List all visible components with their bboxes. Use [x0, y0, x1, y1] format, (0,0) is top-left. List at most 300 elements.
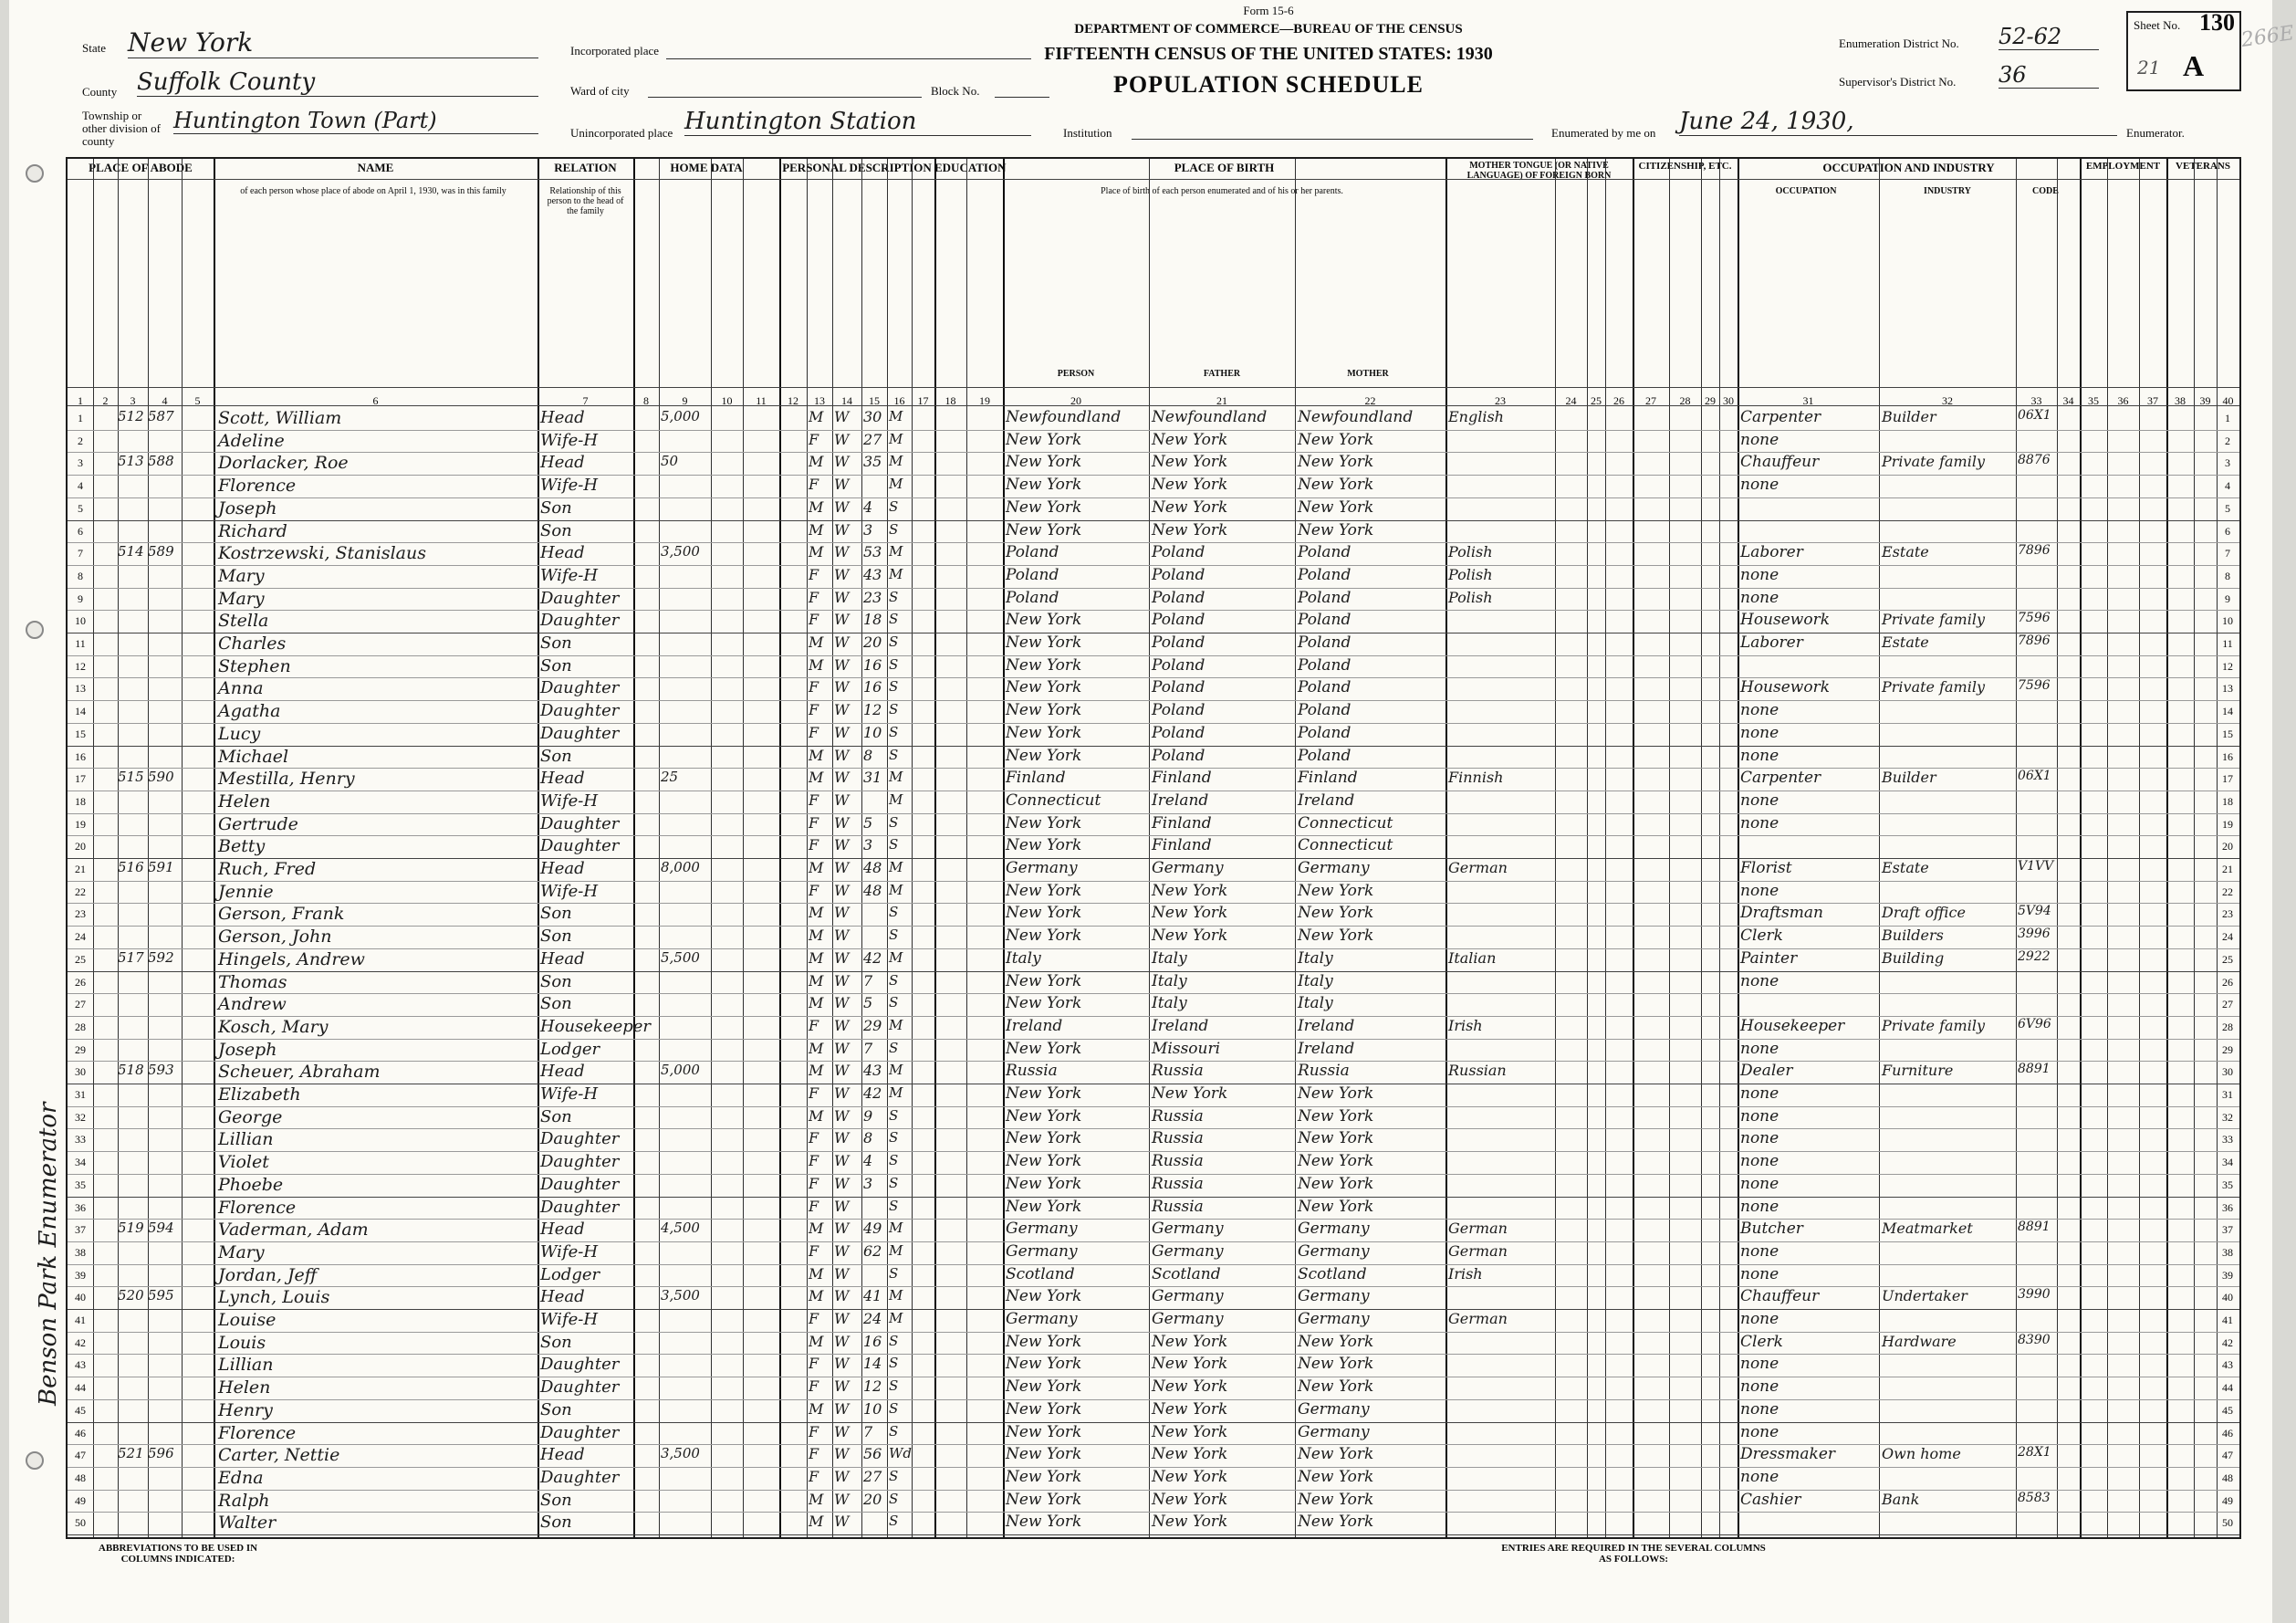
row-number-right: 36 — [2222, 1200, 2233, 1214]
state-value: New York — [128, 27, 538, 58]
row-number-right: 6 — [2225, 524, 2230, 538]
age: 3 — [863, 1174, 873, 1192]
row-number-right: 1 — [2225, 412, 2230, 424]
person-name: Violet — [218, 1152, 269, 1173]
sex: M — [809, 1490, 824, 1508]
row-number-right: 49 — [2222, 1493, 2233, 1507]
marital-status: M — [889, 1016, 903, 1033]
person-name: Agatha — [218, 701, 281, 722]
birthplace-person: New York — [1006, 904, 1082, 923]
column-rule — [1555, 159, 1556, 1537]
person-name: Mestilla, Henry — [218, 769, 355, 790]
age: 29 — [863, 1016, 882, 1034]
marital-status: S — [889, 520, 899, 538]
row-number-right: 34 — [2222, 1156, 2233, 1169]
column-rule — [148, 159, 149, 1537]
row-number-right: 32 — [2222, 1110, 2233, 1124]
marital-status: M — [889, 565, 903, 582]
occupation: none — [1740, 565, 1779, 584]
column-rule — [537, 159, 539, 1537]
birthplace-father: Scotland — [1152, 1264, 1221, 1283]
relation: Daughter — [540, 1467, 620, 1487]
birthplace-father: New York — [1152, 520, 1228, 539]
race: W — [834, 476, 850, 494]
birthplace-mother: Italy — [1298, 948, 1333, 968]
age: 20 — [863, 1490, 882, 1508]
mother-tongue: Russian — [1448, 1062, 1507, 1080]
race: W — [834, 1445, 850, 1463]
occupation-code: 7896 — [2018, 633, 2051, 648]
person-name: Betty — [218, 836, 266, 857]
column-number: 35 — [2088, 394, 2099, 407]
sex: M — [809, 497, 824, 516]
birthplace-mother: Germany — [1298, 1241, 1370, 1261]
birthplace-person: Scotland — [1006, 1264, 1075, 1283]
birthplace-mother: Poland — [1298, 611, 1352, 630]
person-name: Ruch, Fred — [218, 859, 317, 879]
column-number: 15 — [869, 394, 880, 407]
marital-status: M — [889, 1310, 903, 1326]
row-number-right: 15 — [2222, 727, 2233, 740]
ed-value: 52-62 — [1999, 24, 2099, 50]
occupation: Housework — [1740, 611, 1831, 630]
marital-status: S — [889, 994, 899, 1011]
sex: M — [809, 408, 824, 425]
person-name: Andrew — [218, 994, 287, 1015]
race: W — [834, 1422, 850, 1440]
age: 12 — [863, 701, 882, 719]
row-number-right: 8 — [2225, 569, 2230, 582]
relation: Son — [540, 1106, 572, 1126]
column-rule — [214, 159, 215, 1537]
occupation: none — [1740, 1355, 1779, 1374]
person-name: Richard — [218, 520, 287, 541]
industry: Builder — [1882, 769, 1936, 787]
row-number-right: 31 — [2222, 1088, 2233, 1101]
relation: Son — [540, 971, 572, 991]
mother-tongue: Polish — [1448, 543, 1493, 561]
mother-tongue: Italian — [1448, 948, 1497, 967]
person-name: Gerson, John — [218, 927, 332, 948]
age: 42 — [863, 948, 882, 967]
sheet-number: 130 — [2199, 9, 2235, 36]
relation: Daughter — [540, 1174, 620, 1194]
column-number: 36 — [2117, 394, 2129, 407]
race: W — [834, 543, 850, 561]
sex: M — [809, 746, 824, 764]
birthplace-mother: Poland — [1298, 655, 1352, 675]
ward-line — [648, 82, 922, 98]
race: W — [834, 1152, 850, 1170]
age: 16 — [863, 655, 882, 674]
occupation: none — [1740, 1422, 1779, 1441]
race: W — [834, 1241, 850, 1260]
column-rule — [633, 159, 635, 1537]
column-number: 5 — [194, 394, 201, 407]
birthplace-father: New York — [1152, 904, 1228, 923]
birthplace-mother: New York — [1298, 1467, 1374, 1486]
sex: M — [809, 453, 824, 471]
sex: M — [809, 1332, 824, 1350]
birthplace-mother: New York — [1298, 1152, 1374, 1171]
race: W — [834, 1264, 850, 1283]
marital-status: M — [889, 1287, 903, 1304]
birthplace-mother: Connecticut — [1298, 813, 1393, 832]
relation: Daughter — [540, 678, 620, 698]
column-rule — [861, 159, 862, 1537]
row-number: 25 — [75, 952, 86, 966]
birth-col-text: Place of birth of each person enumerated and of his or her parents. — [1101, 186, 1343, 196]
person-name: Mary — [218, 1241, 265, 1262]
race: W — [834, 588, 850, 606]
relation: Son — [540, 1399, 572, 1419]
relation: Wife-H — [540, 881, 599, 901]
mother-tongue: German — [1448, 1220, 1508, 1238]
row-number-right: 27 — [2222, 998, 2233, 1011]
group-citizen: CITIZENSHIP, ETC. — [1638, 161, 1732, 172]
occupation-code: 7596 — [2018, 611, 2051, 626]
form-number: Form 15-6 — [1243, 4, 1294, 17]
occupation-code: 6V96 — [2018, 1016, 2051, 1031]
age: 48 — [863, 881, 882, 899]
column-number: 28 — [1679, 394, 1691, 407]
occupation-code: 8891 — [2018, 1062, 2051, 1077]
column-number: 21 — [1216, 394, 1227, 407]
occupation: none — [1740, 701, 1779, 720]
occupation-code: 8390 — [2018, 1332, 2051, 1347]
relation: Wife-H — [540, 1084, 599, 1104]
sex: F — [809, 1445, 819, 1463]
sex: M — [809, 1513, 824, 1531]
column-rule — [2057, 159, 2058, 1537]
abbreviations-title: ABBREVIATIONS TO BE USED IN COLUMNS INDICATED: — [98, 1543, 258, 1565]
sex: M — [809, 655, 824, 674]
column-rule — [1719, 159, 1720, 1537]
family-number: 596 — [148, 1445, 174, 1462]
age: 42 — [863, 1084, 882, 1102]
row-number-right: 23 — [2222, 907, 2233, 921]
column-number: 3 — [130, 394, 136, 407]
mother-tongue: Polish — [1448, 565, 1493, 583]
row-number: 4 — [78, 479, 83, 493]
industry: Estate — [1882, 859, 1929, 876]
relation: Head — [540, 408, 585, 427]
occupation: none — [1740, 1039, 1779, 1058]
marital-status: M — [889, 881, 903, 898]
age: 4 — [863, 497, 873, 516]
column-rule — [2016, 159, 2017, 1537]
relation: Lodger — [540, 1039, 600, 1059]
dwelling-number: 520 — [118, 1287, 144, 1304]
group-employment: EMPLOYMENT — [2085, 161, 2161, 172]
occupation: Butcher — [1740, 1220, 1803, 1239]
birthplace-father: Poland — [1152, 588, 1205, 607]
marital-status: S — [889, 611, 899, 628]
birthplace-father: Poland — [1152, 678, 1205, 697]
row-number-right: 4 — [2225, 479, 2230, 493]
birthplace-person: New York — [1006, 927, 1082, 946]
age: 43 — [863, 1062, 882, 1080]
row-number: 16 — [75, 749, 86, 763]
age: 24 — [863, 1310, 882, 1327]
birthplace-father: New York — [1152, 1399, 1228, 1419]
sex: M — [809, 948, 824, 967]
row-number-right: 22 — [2222, 885, 2233, 898]
occupation: Clerk — [1740, 1332, 1783, 1351]
person-name: Phoebe — [218, 1174, 284, 1195]
column-rule — [1669, 159, 1670, 1537]
race: W — [834, 994, 850, 1012]
column-number: 39 — [2199, 394, 2211, 407]
column-rule — [2194, 159, 2195, 1537]
relation: Son — [540, 1332, 572, 1352]
relation: Daughter — [540, 611, 620, 631]
birthplace-person: New York — [1006, 994, 1082, 1013]
race: W — [834, 1039, 850, 1057]
unincorporated-label: Unincorporated place — [570, 126, 673, 140]
relation: Son — [540, 1490, 572, 1510]
birthplace-mother: Germany — [1298, 1399, 1370, 1419]
birthplace-person: New York — [1006, 611, 1082, 630]
enumerated-label: Enumerated by me on — [1551, 126, 1656, 140]
person-name: Helen — [218, 1377, 271, 1398]
marital-status: S — [889, 1355, 899, 1372]
marital-status: S — [889, 497, 899, 515]
person-name: Helen — [218, 791, 271, 812]
column-number: 37 — [2147, 394, 2158, 407]
row-number-right: 24 — [2222, 930, 2233, 944]
birthplace-father: New York — [1152, 476, 1228, 495]
birthplace-father: Poland — [1152, 611, 1205, 630]
group-relation: RELATION — [554, 161, 617, 174]
birthplace-person: Poland — [1006, 588, 1059, 607]
relation: Wife-H — [540, 565, 599, 585]
marital-status: S — [889, 678, 899, 696]
occupation-code: 28X1 — [2018, 1445, 2051, 1461]
person-name: Thomas — [218, 971, 287, 992]
occupation: Draftsman — [1740, 904, 1823, 923]
race: W — [834, 948, 850, 967]
column-rule — [118, 159, 119, 1537]
row-number: 34 — [75, 1156, 86, 1169]
birthplace-person: Italy — [1006, 948, 1041, 968]
column-rule — [2080, 159, 2082, 1537]
sex: M — [809, 971, 824, 990]
row-number-right: 41 — [2222, 1314, 2233, 1326]
row-number: 23 — [75, 907, 86, 921]
relation: Daughter — [540, 1355, 620, 1375]
sex: F — [809, 1377, 819, 1396]
row-number: 13 — [75, 682, 86, 696]
birthplace-person: New York — [1006, 1129, 1082, 1148]
county-label: County — [82, 85, 118, 99]
person-name: Gerson, Frank — [218, 904, 345, 925]
relation: Wife-H — [540, 1241, 599, 1262]
race: W — [834, 678, 850, 696]
family-number: 588 — [148, 453, 174, 470]
birthplace-person: New York — [1006, 1513, 1082, 1532]
marital-status: M — [889, 948, 903, 966]
row-number: 5 — [78, 501, 83, 515]
birthplace-person: Germany — [1006, 1241, 1078, 1261]
occupation: Florist — [1740, 859, 1792, 877]
marital-status: S — [889, 904, 899, 921]
row-number-right: 45 — [2222, 1403, 2233, 1417]
relation: Head — [540, 1287, 585, 1307]
relation: Daughter — [540, 723, 620, 743]
mother-tongue: German — [1448, 1310, 1508, 1327]
state-label: State — [82, 41, 106, 55]
birthplace-mother: New York — [1298, 430, 1374, 449]
industry: Building — [1882, 948, 1945, 967]
sex: M — [809, 1399, 824, 1418]
birthplace-mother: Finland — [1298, 769, 1358, 788]
occupation: Chauffeur — [1740, 1287, 1820, 1306]
birthplace-father: New York — [1152, 1513, 1228, 1532]
census-title: FIFTEENTH CENSUS OF THE UNITED STATES: 1930 — [1044, 44, 1493, 64]
mother-tongue: English — [1448, 408, 1504, 425]
person-col-head: PERSON — [1057, 369, 1095, 379]
birthplace-person: New York — [1006, 633, 1082, 652]
sex: F — [809, 430, 819, 448]
relation: Daughter — [540, 1197, 620, 1217]
row-number: 26 — [75, 975, 86, 989]
ed-label: Enumeration District No. — [1839, 37, 1959, 50]
occupation-code: 3990 — [2018, 1287, 2051, 1303]
row-number: 38 — [75, 1245, 86, 1259]
row-number: 17 — [75, 772, 86, 786]
industry: Meatmarket — [1882, 1220, 1973, 1238]
birthplace-person: New York — [1006, 430, 1082, 449]
race: W — [834, 430, 850, 448]
age: 16 — [863, 678, 882, 696]
occupation: none — [1740, 1310, 1779, 1328]
column-number: 22 — [1364, 394, 1376, 407]
age: 31 — [863, 769, 882, 787]
row-number: 48 — [75, 1471, 86, 1484]
occupation: none — [1740, 971, 1779, 990]
relation: Son — [540, 904, 572, 924]
race: W — [834, 655, 850, 674]
row-number: 31 — [75, 1088, 86, 1101]
birthplace-father: Russia — [1152, 1106, 1204, 1126]
group-abode: PLACE OF ABODE — [89, 161, 193, 174]
family-number: 594 — [148, 1220, 174, 1237]
birthplace-mother: Ireland — [1298, 1016, 1355, 1035]
person-name: Lillian — [218, 1129, 274, 1150]
relation: Head — [540, 1220, 585, 1240]
person-name: Florence — [218, 476, 297, 497]
row-number: 15 — [75, 727, 86, 740]
home-value: 3,500 — [661, 1287, 700, 1304]
person-name: Henry — [218, 1399, 273, 1420]
row-number-right: 46 — [2222, 1426, 2233, 1440]
age: 7 — [863, 971, 873, 990]
birthplace-father: Russia — [1152, 1152, 1204, 1171]
occupation: Laborer — [1740, 543, 1803, 562]
row-number: 10 — [75, 614, 86, 628]
sex: M — [809, 994, 824, 1012]
person-name: Jennie — [218, 881, 274, 902]
column-number: 31 — [1802, 394, 1814, 407]
sex: F — [809, 1355, 819, 1373]
home-value: 8,000 — [661, 859, 700, 875]
person-name: Kostrzewski, Stanislaus — [218, 543, 426, 564]
relation: Daughter — [540, 1377, 620, 1398]
race: W — [834, 1106, 850, 1125]
race: W — [834, 1377, 850, 1396]
race: W — [834, 723, 850, 741]
sex: F — [809, 565, 819, 583]
side-note: Benson Park Enumerator — [35, 1102, 62, 1406]
column-rule — [711, 159, 712, 1537]
race: W — [834, 791, 850, 809]
birthplace-person: New York — [1006, 1084, 1082, 1103]
row-number: 29 — [75, 1042, 86, 1056]
sex: M — [809, 1039, 824, 1057]
industry: Private family — [1882, 453, 1985, 471]
row-number-right: 37 — [2222, 1223, 2233, 1237]
column-rule — [1879, 159, 1880, 1537]
race: W — [834, 1490, 850, 1508]
occupation: none — [1740, 791, 1779, 810]
supervisor-label: Supervisor's District No. — [1839, 75, 1957, 89]
township-value: Huntington Town (Part) — [173, 108, 538, 134]
person-name: Stella — [218, 611, 269, 632]
relation: Son — [540, 1513, 572, 1533]
birthplace-mother: Poland — [1298, 565, 1352, 584]
column-rule — [966, 159, 967, 1537]
birthplace-father: Russia — [1152, 1129, 1204, 1148]
occupation-code: 06X1 — [2018, 408, 2051, 423]
occupation: none — [1740, 1241, 1779, 1261]
column-number: 33 — [2030, 394, 2042, 407]
dwelling-number: 515 — [118, 769, 144, 786]
birthplace-father: New York — [1152, 927, 1228, 946]
occupation: Clerk — [1740, 927, 1783, 946]
race: W — [834, 1016, 850, 1034]
column-number: 1 — [78, 394, 83, 407]
person-name: Scheuer, Abraham — [218, 1062, 381, 1083]
industry: Builder — [1882, 408, 1936, 425]
birthplace-mother: Poland — [1298, 723, 1352, 742]
column-number: 14 — [841, 394, 852, 407]
person-name: George — [218, 1106, 283, 1127]
person-name: Lucy — [218, 723, 261, 744]
county-value: Suffolk County — [137, 68, 538, 97]
sex: M — [809, 633, 824, 651]
race: W — [834, 1310, 850, 1327]
row-number-right: 12 — [2222, 659, 2233, 673]
occupation: none — [1740, 813, 1779, 832]
row-number-right: 9 — [2225, 592, 2230, 605]
birthplace-father: New York — [1152, 1445, 1228, 1464]
age: 10 — [863, 1399, 882, 1418]
age: 48 — [863, 859, 882, 876]
column-number: 20 — [1070, 394, 1081, 407]
birthplace-person: New York — [1006, 1174, 1082, 1193]
row-number: 11 — [75, 637, 86, 650]
group-personal: PERSONAL DESCRIPTION — [782, 161, 932, 174]
industry: Builders — [1882, 927, 1944, 945]
column-rule — [2107, 159, 2108, 1537]
race: W — [834, 1174, 850, 1192]
birthplace-father: Newfoundland — [1152, 408, 1268, 426]
mother-tongue: Polish — [1448, 588, 1493, 606]
marital-status: S — [889, 1422, 899, 1440]
row-number-right: 18 — [2222, 794, 2233, 808]
row-number-right: 43 — [2222, 1358, 2233, 1372]
